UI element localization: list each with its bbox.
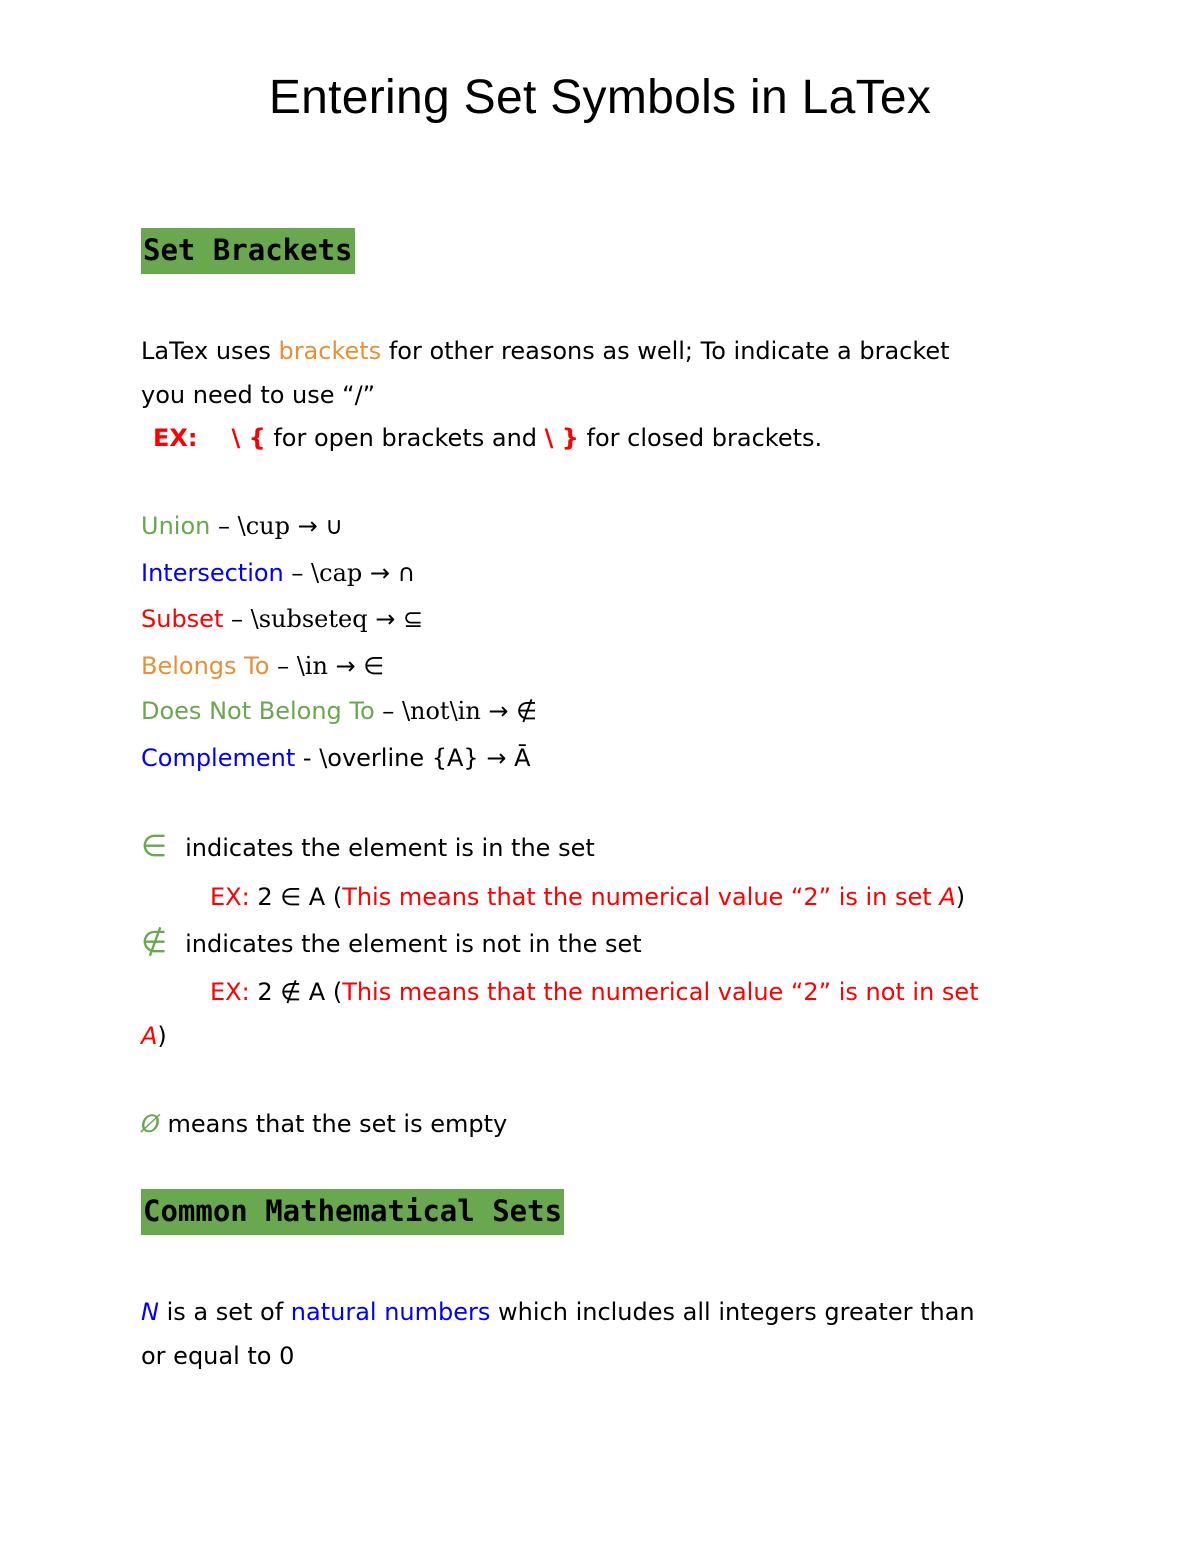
not-belong-code: \not\in — [401, 697, 481, 725]
union-name: Union — [141, 512, 211, 540]
element-not-in-ex-note: This means that the numerical value “2” is not in set — [342, 978, 979, 1006]
element-in-ex-note: This means that the numerical value “2” is in set — [342, 883, 940, 911]
subset-code: \subseteq — [250, 605, 368, 633]
not-belong-name: Does Not Belong To — [141, 697, 375, 725]
symbol-row-subset: Subset – \subseteq → ⊆ — [141, 605, 424, 633]
belongs-to-symbol: ∈ — [363, 652, 385, 680]
bracket-example — [153, 421, 822, 455]
union-symbol: ∪ — [325, 512, 343, 540]
natural-numbers-term: natural numbers — [290, 1298, 491, 1326]
union-code: \cup — [237, 512, 290, 540]
empty-set-desc: means that the set is empty — [159, 1110, 508, 1138]
element-not-in-ex-expr: 2 ∉ A ( — [249, 978, 343, 1006]
subset-name: Subset — [141, 605, 224, 633]
intersection-code: \cap — [311, 559, 363, 587]
natural-numbers-line-1: N is a set of natural numbers which includes all integers greater than — [141, 1298, 975, 1326]
belongs-to-code: \in — [296, 652, 328, 680]
open-bracket-text: for open brackets and — [265, 424, 545, 452]
element-in-ex-label: EX: — [210, 883, 250, 911]
complement-name: Complement — [141, 744, 296, 772]
element-not-in-desc: indicates the element is not in the set — [185, 930, 642, 958]
element-not-in-example-cont: A) — [141, 1022, 167, 1050]
complement-code: \overline {A} — [319, 744, 479, 772]
intersection-name: Intersection — [141, 559, 284, 587]
element-not-in-example — [210, 975, 979, 1009]
intersection-symbol: ∩ — [397, 559, 416, 587]
not-belong-symbol: ∉ — [516, 697, 538, 725]
element-of-icon: ∈ — [141, 829, 168, 864]
symbol-row-belongs-to: Belongs To – \in → ∈ — [141, 652, 385, 680]
intro-text-2: for other reasons as well; To indicate a bracket — [381, 337, 950, 365]
section-heading-set-brackets: Set Brackets — [141, 228, 355, 274]
element-not-in-row — [141, 926, 642, 961]
example-label: EX: — [153, 424, 198, 452]
belongs-to-name: Belongs To — [141, 652, 270, 680]
symbol-row-intersection: Intersection – \cap → ∩ — [141, 559, 416, 587]
element-in-row — [141, 830, 595, 865]
symbol-row-complement: Complement - \overline {A} → Ā — [141, 744, 531, 772]
page-title: Entering Set Symbols in LaTex — [268, 71, 932, 124]
close-bracket-code: \ } — [544, 424, 579, 452]
intro-line-1 — [141, 334, 950, 368]
empty-set-icon: Ø — [141, 1110, 160, 1138]
element-not-in-ex-label: EX: — [210, 978, 250, 1006]
element-in-desc: indicates the element is in the set — [185, 834, 595, 862]
open-bracket-code: \ { — [231, 424, 266, 452]
intro-line-2: you need to use “/” — [141, 381, 376, 409]
symbol-row-union: Union – \cup → ∪ — [141, 512, 343, 540]
intro-text-1: LaTex uses — [141, 337, 279, 365]
element-in-ex-set: A — [939, 883, 956, 911]
subset-symbol: ⊆ — [402, 605, 424, 633]
element-in-ex-expr: 2 ∈ A ( — [249, 883, 343, 911]
complement-symbol: Ā — [514, 744, 531, 772]
natural-numbers-line-2: or equal to 0 — [141, 1342, 295, 1370]
brackets-word: brackets — [278, 337, 382, 365]
section-heading-common-sets: Common Mathematical Sets — [141, 1189, 564, 1235]
element-not-in-ex-set: A — [141, 1022, 158, 1050]
empty-set-row — [141, 1107, 507, 1141]
element-in-example: EX: 2 ∈ A (This means that the numerical value “2” is in set A) — [210, 883, 966, 911]
not-element-of-icon: ∉ — [141, 925, 168, 960]
symbol-row-not-belong: Does Not Belong To – \not\in → ∉ — [141, 697, 538, 725]
natural-numbers-symbol: N — [141, 1298, 159, 1326]
close-bracket-text: for closed brackets. — [578, 424, 823, 452]
